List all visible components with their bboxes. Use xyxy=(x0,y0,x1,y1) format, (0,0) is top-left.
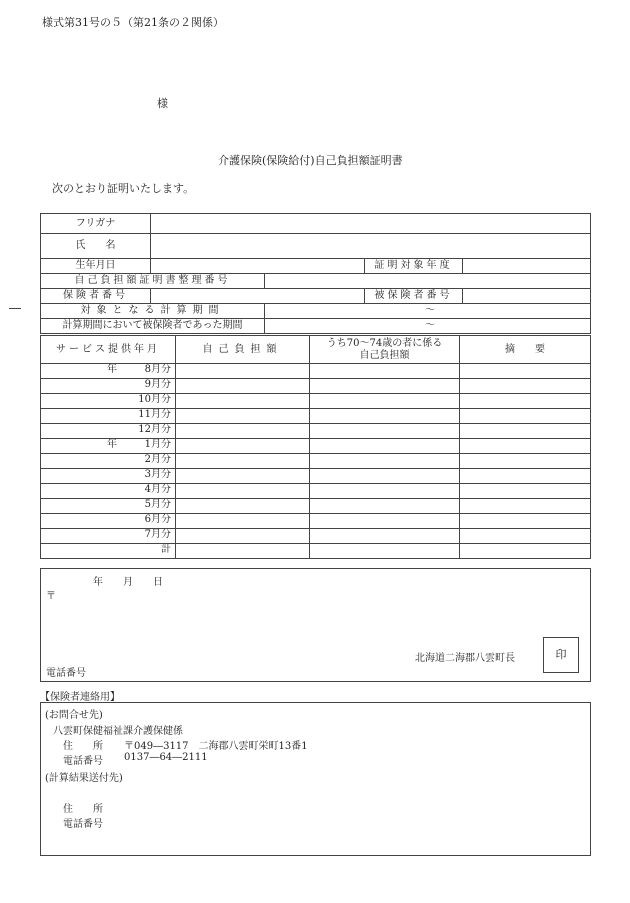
age-amount-cell[interactable] xyxy=(310,439,460,454)
postal-mark: 〒 xyxy=(46,591,56,602)
ref-number-label: 自己負担額証明書整理番号 xyxy=(41,274,265,289)
table-row xyxy=(41,469,591,484)
calc-period-field[interactable] xyxy=(265,304,591,319)
margin-tick xyxy=(9,308,21,309)
amount-cell[interactable] xyxy=(176,529,310,544)
issuer-block xyxy=(40,568,591,682)
cert-year-label: 証明対象年度 xyxy=(365,259,463,274)
remarks-cell[interactable] xyxy=(460,529,591,544)
age-amount-cell[interactable] xyxy=(310,379,460,394)
name-field[interactable] xyxy=(151,234,591,259)
send-to-label: (計算結果送付先) xyxy=(45,773,123,784)
name-label: 氏 名 xyxy=(41,234,151,259)
table-row xyxy=(41,544,591,559)
year-mark: 年 xyxy=(107,439,117,450)
month-label: 10月分 xyxy=(138,394,171,405)
table-row xyxy=(41,454,591,469)
table-row xyxy=(41,514,591,529)
contact-heading: 【保険者連絡用】 xyxy=(40,692,120,703)
calc-period-label: 対象となる計算期間 xyxy=(41,304,265,319)
inquiry-label: (お問合せ先) xyxy=(45,710,103,721)
month-label-cell xyxy=(41,544,176,559)
month-label-cell xyxy=(41,484,176,499)
table-row xyxy=(41,409,591,424)
table-row xyxy=(41,484,591,499)
age-amount-cell[interactable] xyxy=(310,529,460,544)
month-label: 11月分 xyxy=(138,409,171,420)
age-amount-cell[interactable] xyxy=(310,364,460,379)
month-label: 7月分 xyxy=(144,529,171,540)
remarks-cell[interactable] xyxy=(460,514,591,529)
table-row xyxy=(41,439,591,454)
insured-number-label: 被保険者番号 xyxy=(365,289,463,304)
month-label: 6月分 xyxy=(144,514,171,525)
month-label: 3月分 xyxy=(144,469,171,480)
table-row xyxy=(41,379,591,394)
contact-address-value: 〒049―3117 二海郡八雲町栄町13番1 xyxy=(124,741,308,752)
furigana-label: フリガナ xyxy=(41,214,151,234)
amount-cell[interactable] xyxy=(176,499,310,514)
month-label: 1月分 xyxy=(144,439,171,450)
age-amount-cell[interactable] xyxy=(310,514,460,529)
month-label-cell xyxy=(41,514,176,529)
seal-label: 印 xyxy=(555,648,567,661)
intro-text: 次のとおり証明いたします。 xyxy=(52,182,195,195)
col-header-age-line2: 自己負担額 xyxy=(359,349,410,361)
remarks-cell[interactable] xyxy=(460,424,591,439)
remarks-cell[interactable] xyxy=(460,499,591,514)
issuer-phone-label: 電話番号 xyxy=(46,668,86,679)
age-amount-cell[interactable] xyxy=(310,469,460,484)
month-label: 計 xyxy=(161,544,171,555)
amount-cell[interactable] xyxy=(176,469,310,484)
furigana-field[interactable] xyxy=(151,214,591,234)
insurer-number-label: 保険者番号 xyxy=(41,289,151,304)
age-amount-cell[interactable] xyxy=(310,454,460,469)
mayor-name: 北海道二海郡八雲町長 xyxy=(415,653,515,664)
document-title: 介護保険(保険給付)自己負担額証明書 xyxy=(218,154,403,167)
seal-box xyxy=(543,637,579,673)
amount-cell[interactable] xyxy=(176,514,310,529)
remarks-cell[interactable] xyxy=(460,454,591,469)
remarks-cell[interactable] xyxy=(460,484,591,499)
insured-number-field[interactable] xyxy=(463,289,591,304)
col-header-age-amount xyxy=(310,336,460,364)
insured-period-field[interactable] xyxy=(265,319,591,334)
issue-date: 年 月 日 xyxy=(93,577,163,588)
table-row xyxy=(41,529,591,544)
month-label-cell xyxy=(41,439,176,454)
month-label: 4月分 xyxy=(144,484,171,495)
age-amount-cell[interactable] xyxy=(310,499,460,514)
amount-cell[interactable] xyxy=(176,394,310,409)
month-label: 12月分 xyxy=(138,424,171,435)
contact-phone-label: 電話番号 xyxy=(63,756,103,767)
age-amount-cell[interactable] xyxy=(310,424,460,439)
department-name: 八雲町保健福祉課介護保健係 xyxy=(53,726,183,737)
insured-period-label: 計算期間において被保険者であった期間 xyxy=(41,319,265,334)
ref-number-field[interactable] xyxy=(265,274,591,289)
birthdate-field[interactable] xyxy=(151,259,365,274)
month-label: 9月分 xyxy=(144,379,171,390)
info-table xyxy=(40,213,591,334)
insurer-number-field[interactable] xyxy=(151,289,365,304)
remarks-cell[interactable] xyxy=(460,379,591,394)
month-label-cell xyxy=(41,424,176,439)
remarks-cell[interactable] xyxy=(460,439,591,454)
contact-block xyxy=(40,702,591,856)
contact-phone-value: 0137―64―2111 xyxy=(124,752,208,763)
month-label-cell xyxy=(41,364,176,379)
col-header-remarks: 摘 要 xyxy=(460,336,591,364)
col-header-age-line1: うち70～74歳の者に係る xyxy=(326,337,443,349)
year-mark: 年 xyxy=(107,364,117,375)
age-amount-cell[interactable] xyxy=(310,484,460,499)
remarks-cell[interactable] xyxy=(460,364,591,379)
remarks-cell[interactable] xyxy=(460,394,591,409)
month-label-cell xyxy=(41,469,176,484)
amount-cell[interactable] xyxy=(176,439,310,454)
month-label-cell xyxy=(41,529,176,544)
amount-cell[interactable] xyxy=(176,544,310,559)
table-row xyxy=(41,424,591,439)
remarks-cell[interactable] xyxy=(460,469,591,484)
col-header-month: サービス提供年月 xyxy=(41,336,176,364)
amount-cell[interactable] xyxy=(176,454,310,469)
amount-cell[interactable] xyxy=(176,364,310,379)
month-label-cell xyxy=(41,454,176,469)
table-row xyxy=(41,394,591,409)
month-label: 2月分 xyxy=(144,454,171,465)
form-number: 様式第31号の５（第21条の２関係） xyxy=(42,16,224,29)
amount-cell[interactable] xyxy=(176,379,310,394)
age-amount-cell[interactable] xyxy=(310,394,460,409)
month-label-cell xyxy=(41,379,176,394)
send-phone-label: 電話番号 xyxy=(63,819,103,830)
amount-cell[interactable] xyxy=(176,424,310,439)
cert-year-field[interactable] xyxy=(463,259,591,274)
col-header-amount: 自己負担額 xyxy=(176,336,310,364)
month-label: 5月分 xyxy=(144,499,171,510)
month-label: 8月分 xyxy=(144,364,171,375)
insured-period-tilde: ～ xyxy=(425,320,435,331)
amount-cell[interactable] xyxy=(176,484,310,499)
age-amount-cell[interactable] xyxy=(310,544,460,559)
age-amount-cell[interactable] xyxy=(310,409,460,424)
birthdate-label: 生年月日 xyxy=(41,259,151,274)
month-label-cell xyxy=(41,394,176,409)
month-label-cell xyxy=(41,499,176,514)
addressee-suffix: 様 xyxy=(157,97,168,110)
amount-cell[interactable] xyxy=(176,409,310,424)
table-row xyxy=(41,364,591,379)
monthly-table xyxy=(40,335,591,559)
month-label-cell xyxy=(41,409,176,424)
calc-period-tilde: ～ xyxy=(425,305,435,316)
send-address-label: 住 所 xyxy=(63,804,103,815)
contact-address-label: 住 所 xyxy=(63,741,103,752)
table-row xyxy=(41,499,591,514)
remarks-cell[interactable] xyxy=(460,409,591,424)
remarks-cell[interactable] xyxy=(460,544,591,559)
